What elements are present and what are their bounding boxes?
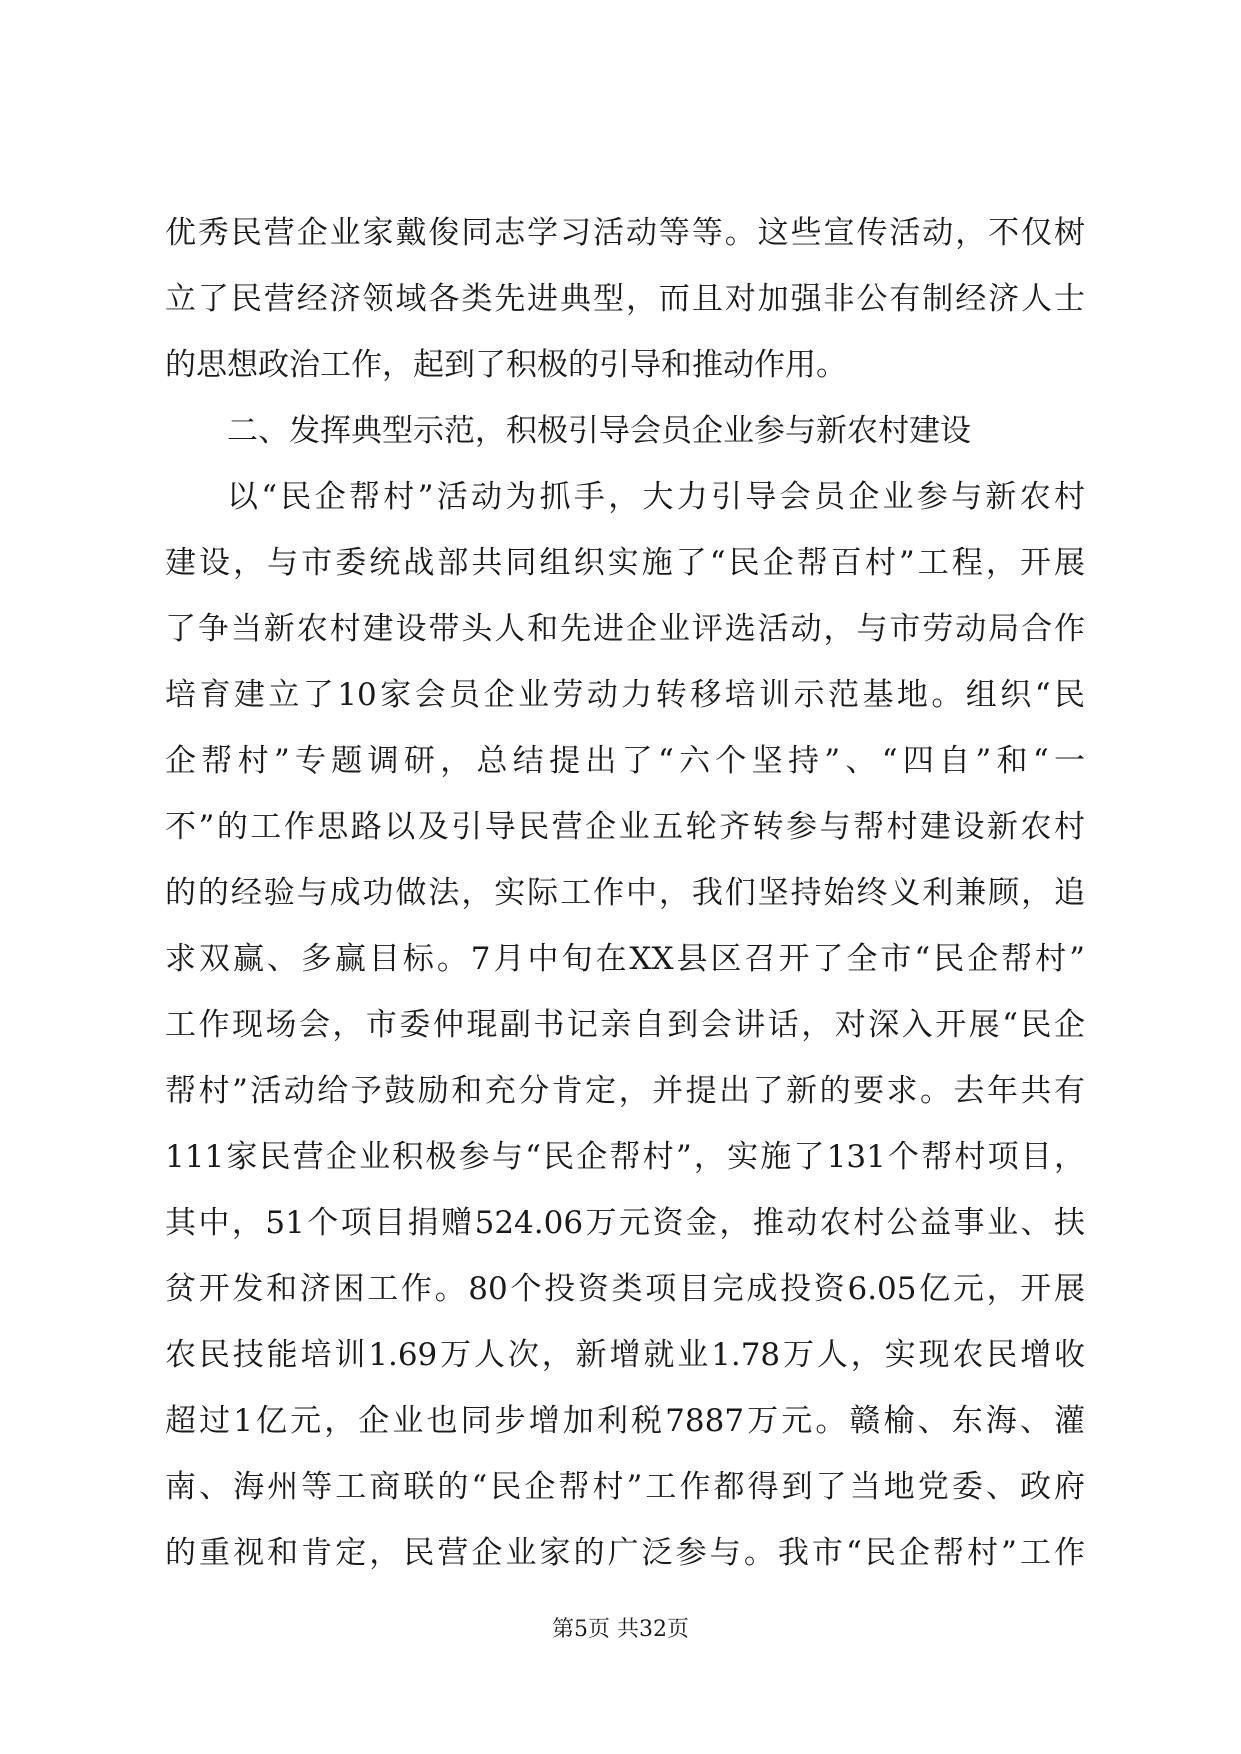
section-heading: 二、发挥典型示范，积极引导会员企业参与新农村建设 — [227, 413, 971, 449]
body-line-17: 贫开发和济困工作。80个投资类项目完成投资6.05亿元，开展 — [165, 1271, 1085, 1307]
body-line-6: 建设，与市委统战部共同组织实施了“民企帮百村”工程，开展 — [165, 545, 1085, 581]
body-line-15: 111家民营企业积极参与“民企帮村”，实施了131个帮村项目， — [165, 1139, 1085, 1175]
body-line-14: 帮村”活动给予鼓励和充分肯定，并提出了新的要求。去年共有 — [165, 1073, 1085, 1109]
body-line-16: 其中，51个项目捐赠524.06万元资金，推动农村公益事业、扶 — [165, 1205, 1085, 1241]
body-line-5: 以“民企帮村”活动为抓手，大力引导会员企业参与新农村 — [227, 479, 1085, 515]
body-line-11: 的的经验与成功做法，实际工作中，我们坚持始终义利兼顾，追 — [165, 875, 1085, 911]
body-line-2: 立了民营经济领域各类先进典型，而且对加强非公有制经济人士 — [165, 281, 1085, 317]
page-number-footer: 第5页 共32页 — [552, 1617, 689, 1642]
body-line-13: 工作现场会，市委仲琨副书记亲自到会讲话，对深入开展“民企 — [165, 1007, 1085, 1043]
body-line-10: 不”的工作思路以及引导民营企业五轮齐转参与帮村建设新农村 — [165, 809, 1085, 845]
body-line-7: 了争当新农村建设带头人和先进企业评选活动，与市劳动局合作 — [165, 611, 1085, 647]
body-line-20: 南、海州等工商联的“民企帮村”工作都得到了当地党委、政府 — [165, 1469, 1085, 1505]
body-line-1: 优秀民营企业家戴俊同志学习活动等等。这些宣传活动，不仅树 — [165, 215, 1085, 251]
body-line-8: 培育建立了10家会员企业劳动力转移培训示范基地。组织“民 — [165, 677, 1085, 713]
body-line-9: 企帮村”专题调研，总结提出了“六个坚持”、“四自”和“一 — [165, 743, 1085, 779]
body-line-19: 超过1亿元，企业也同步增加利税7887万元。赣榆、东海、灌 — [165, 1403, 1085, 1439]
body-line-3: 的思想政治工作，起到了积极的引导和推动作用。 — [165, 347, 847, 383]
body-line-12: 求双赢、多赢目标。7月中旬在XX县区召开了全市“民企帮村” — [165, 941, 1085, 977]
body-line-21: 的重视和肯定，民营企业家的广泛参与。我市“民企帮村”工作 — [165, 1535, 1085, 1571]
body-line-18: 农民技能培训1.69万人次，新增就业1.78万人，实现农民增收 — [165, 1337, 1085, 1373]
